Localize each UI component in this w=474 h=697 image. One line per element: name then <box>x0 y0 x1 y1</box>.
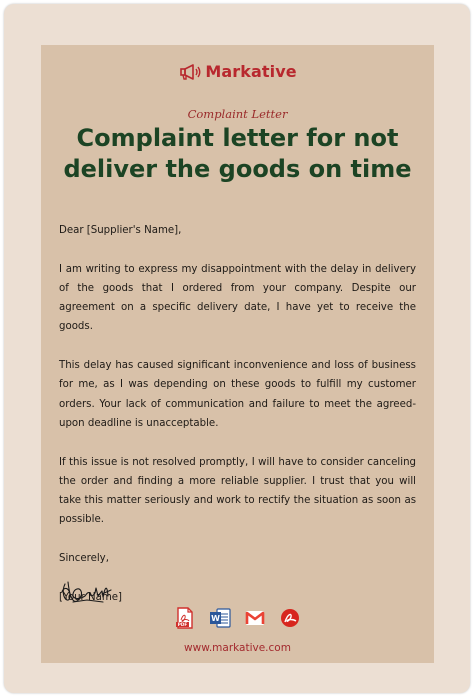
letter-sheet <box>41 45 434 663</box>
download-icons <box>41 607 434 629</box>
word-icon-label: W <box>211 614 220 624</box>
pdf-icon-label: PDF <box>177 622 188 628</box>
paragraph: I am writing to express my disappointment with the delay in delivery of the goods that I ordered from your company. Despite our agreement on a specific delivery date, I have yet to receive the goods. <box>59 263 416 333</box>
paragraph: This delay has caused significant inconvenience and loss of business for me, as I was depending on these goods to fulfill my customer orders. Your lack of communication and failure to meet the agreed-upon deadline is unacceptable. <box>59 360 416 429</box>
letter-title: Complaint letter for not deliver the goods on time <box>63 124 412 183</box>
website-link[interactable]: www.markative.com <box>184 642 291 654</box>
handwritten-signature <box>59 576 117 608</box>
name-placeholder: [Your Name] <box>59 591 122 603</box>
brand-logo <box>41 62 434 81</box>
brand-name: Markative <box>205 62 297 81</box>
document-frame <box>4 4 470 693</box>
pdf-icon[interactable] <box>174 607 196 629</box>
letter-body <box>59 221 416 626</box>
adobe-reader-icon[interactable] <box>279 607 301 629</box>
gmail-icon[interactable] <box>244 607 266 629</box>
megaphone-icon <box>178 63 202 81</box>
letter-category: Complaint Letter <box>187 107 288 121</box>
closing: Sincerely, <box>59 553 109 565</box>
word-icon[interactable] <box>209 607 231 629</box>
salutation: Dear [Supplier's Name], <box>59 225 182 236</box>
paragraph: If this issue is not resolved promptly, I will have to consider canceling the order and finding a more reliable supplier. I trust that you will take this matter seriously and work to rectify the situation as soon as possible. <box>59 456 416 526</box>
